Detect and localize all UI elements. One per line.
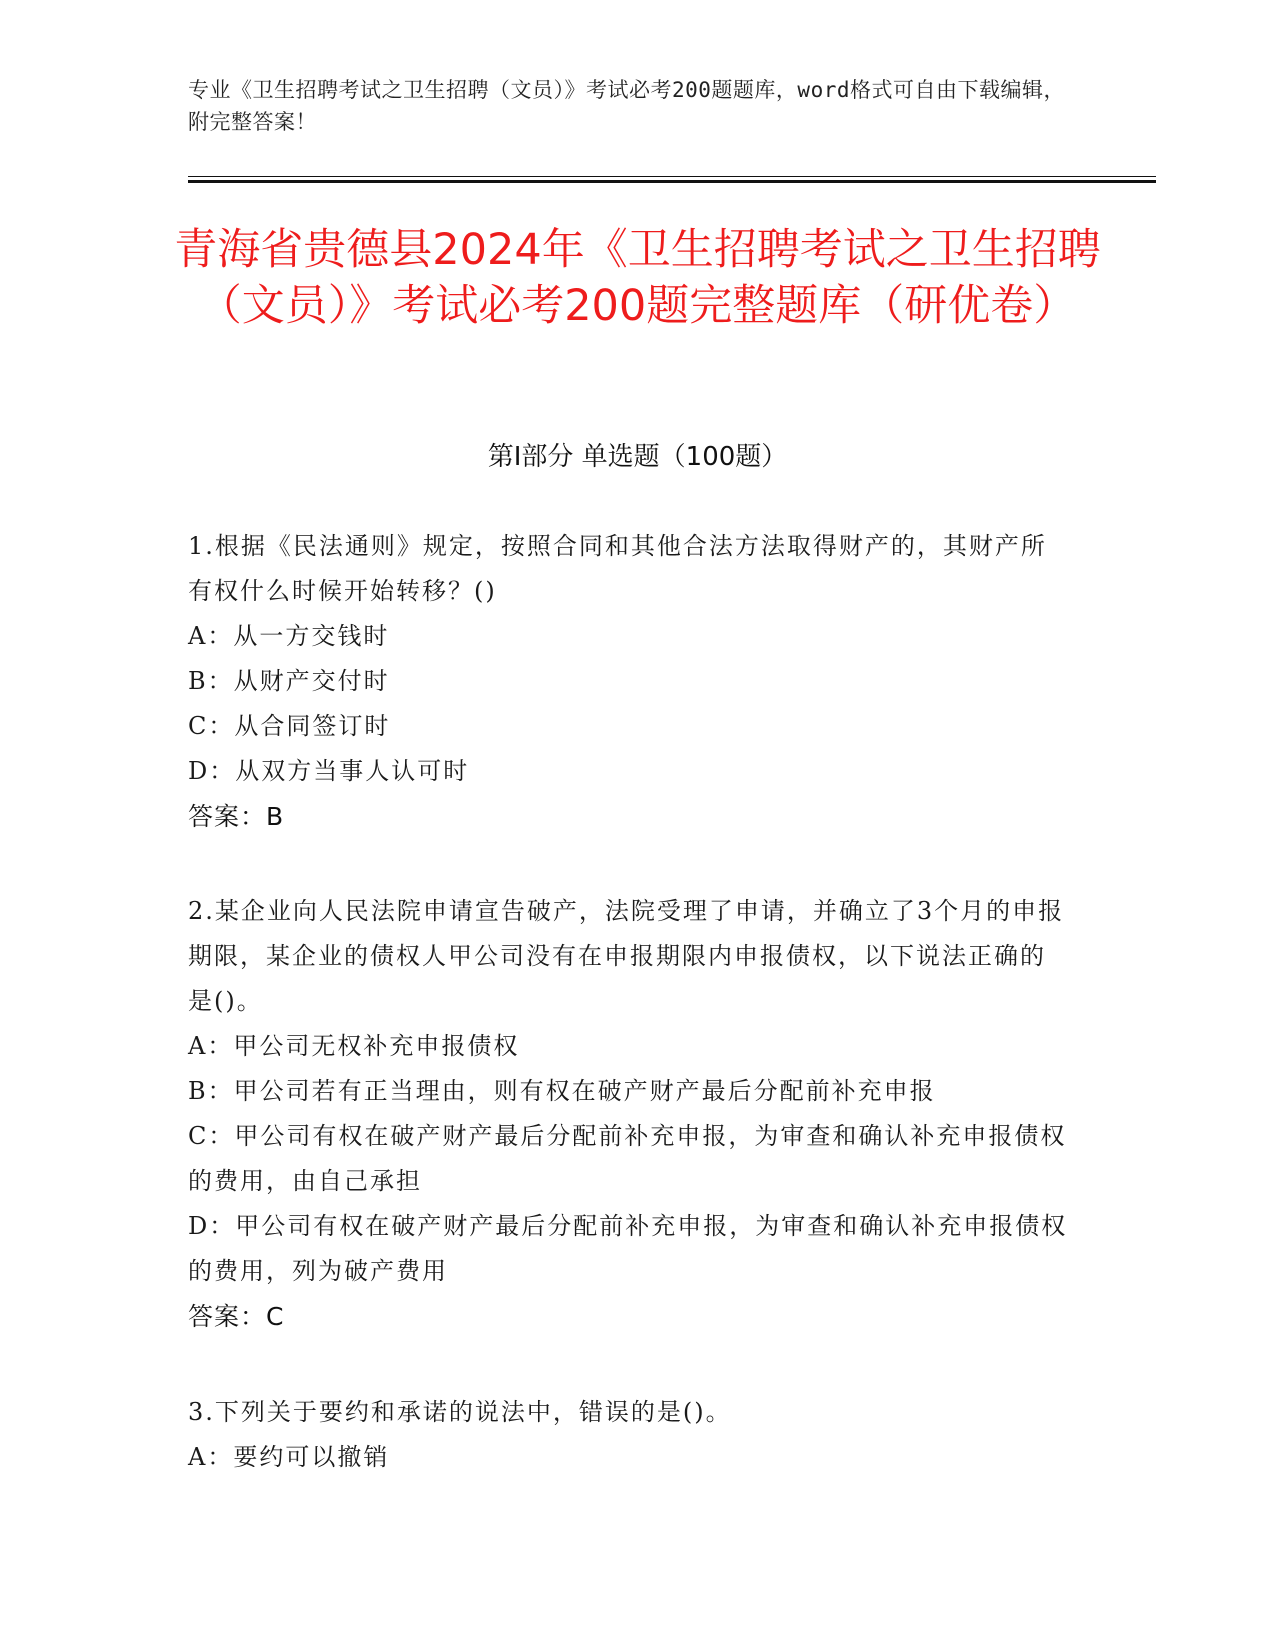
header-divider-thick: [188, 180, 1156, 183]
question-1: [188, 524, 1068, 839]
question-2: [188, 889, 1068, 1339]
option-a: A：从一方交钱时: [188, 622, 390, 650]
option-b: B：从财产交付时: [188, 667, 390, 695]
option-a: A：要约可以撤销: [188, 1443, 390, 1471]
header-note: 专业《卫生招聘考试之卫生招聘（文员）》考试必考200题题库，word格式可自由下载编辑，附完整答案！: [188, 78, 1065, 134]
option-a: A：甲公司无权补充申报债权: [188, 1032, 520, 1060]
question-stem: 3.下列关于要约和承诺的说法中，错误的是()。: [188, 1398, 732, 1426]
answer-line: 答案：C: [188, 1302, 285, 1331]
header-divider-thin: [188, 176, 1156, 177]
document-title: 青海省贵德县2024年《卫生招聘考试之卫生招聘（文员）》考试必考200题完整题库（研优卷）: [174, 225, 1101, 331]
option-d: D：甲公司有权在破产财产最后分配前补充申报，为审查和确认补充申报债权的费用，列为破产费用: [188, 1212, 1068, 1285]
question-3: [188, 1390, 1068, 1480]
option-d: D：从双方当事人认可时: [188, 757, 470, 785]
question-stem: 1.根据《民法通则》规定，按照合同和其他合法方法取得财产的，其财产所有权什么时候开始转移？(): [188, 532, 1047, 605]
option-c: C：从合同签订时: [188, 712, 391, 740]
section-heading: 第Ⅰ部分 单选题（100题）: [487, 442, 788, 472]
option-b: B：甲公司若有正当理由，则有权在破产财产最后分配前补充申报: [188, 1077, 936, 1105]
option-c: C：甲公司有权在破产财产最后分配前补充申报，为审查和确认补充申报债权的费用，由自己承担: [188, 1122, 1067, 1195]
answer-line: 答案：B: [188, 802, 285, 831]
question-stem: 2.某企业向人民法院申请宣告破产，法院受理了申请，并确立了3个月的申报期限，某企业的债权人甲公司没有在申报期限内申报债权，以下说法正确的是()。: [188, 897, 1065, 1015]
